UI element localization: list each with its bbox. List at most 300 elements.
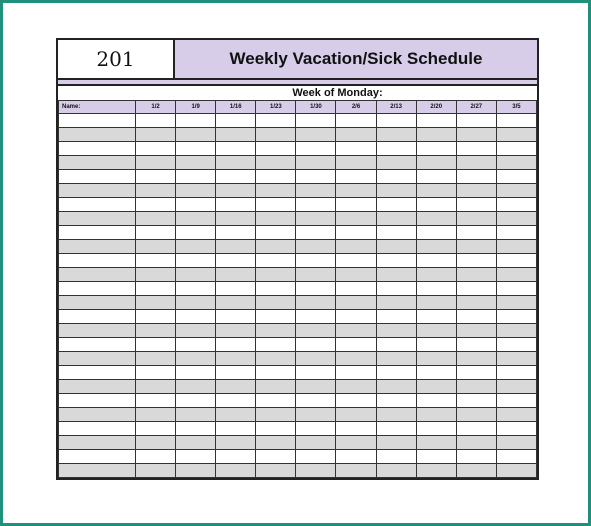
schedule-cell[interactable] (336, 240, 376, 254)
schedule-cell[interactable] (136, 352, 176, 366)
schedule-cell[interactable] (216, 436, 256, 450)
schedule-cell[interactable] (136, 156, 176, 170)
schedule-cell[interactable] (456, 268, 496, 282)
schedule-cell[interactable] (456, 142, 496, 156)
schedule-cell[interactable] (376, 310, 416, 324)
schedule-cell[interactable] (376, 296, 416, 310)
name-cell[interactable] (59, 310, 136, 324)
schedule-cell[interactable] (336, 310, 376, 324)
schedule-cell[interactable] (256, 226, 296, 240)
schedule-cell[interactable] (496, 380, 536, 394)
schedule-cell[interactable] (176, 296, 216, 310)
schedule-cell[interactable] (496, 464, 536, 478)
schedule-cell[interactable] (496, 310, 536, 324)
schedule-cell[interactable] (296, 198, 336, 212)
schedule-cell[interactable] (176, 380, 216, 394)
schedule-cell[interactable] (136, 366, 176, 380)
schedule-cell[interactable] (496, 352, 536, 366)
schedule-cell[interactable] (416, 268, 456, 282)
schedule-cell[interactable] (176, 408, 216, 422)
schedule-cell[interactable] (136, 212, 176, 226)
schedule-cell[interactable] (416, 338, 456, 352)
schedule-cell[interactable] (456, 380, 496, 394)
name-cell[interactable] (59, 324, 136, 338)
schedule-cell[interactable] (136, 128, 176, 142)
schedule-cell[interactable] (136, 198, 176, 212)
schedule-cell[interactable] (296, 338, 336, 352)
table-row (59, 408, 537, 422)
schedule-cell[interactable] (216, 324, 256, 338)
schedule-cell[interactable] (176, 114, 216, 128)
schedule-cell[interactable] (376, 366, 416, 380)
schedule-cell[interactable] (336, 114, 376, 128)
schedule-cell[interactable] (216, 226, 256, 240)
schedule-cell[interactable] (296, 254, 336, 268)
schedule-cell[interactable] (216, 240, 256, 254)
schedule-cell[interactable] (336, 226, 376, 240)
schedule-cell[interactable] (496, 408, 536, 422)
schedule-cell[interactable] (376, 198, 416, 212)
schedule-cell[interactable] (176, 184, 216, 198)
name-cell[interactable] (59, 408, 136, 422)
schedule-cell[interactable] (376, 436, 416, 450)
schedule-cell[interactable] (416, 184, 456, 198)
schedule-cell[interactable] (496, 338, 536, 352)
schedule-cell[interactable] (376, 380, 416, 394)
schedule-cell[interactable] (496, 436, 536, 450)
schedule-cell[interactable] (136, 240, 176, 254)
schedule-cell[interactable] (136, 310, 176, 324)
schedule-cell[interactable] (376, 394, 416, 408)
schedule-cell[interactable] (136, 170, 176, 184)
schedule-cell[interactable] (376, 254, 416, 268)
name-cell[interactable] (59, 464, 136, 478)
name-cell[interactable] (59, 254, 136, 268)
schedule-cell[interactable] (376, 226, 416, 240)
schedule-cell[interactable] (216, 254, 256, 268)
schedule-cell[interactable] (496, 128, 536, 142)
schedule-cell[interactable] (256, 268, 296, 282)
schedule-cell[interactable] (176, 422, 216, 436)
schedule-cell[interactable] (216, 394, 256, 408)
schedule-cell[interactable] (496, 114, 536, 128)
schedule-cell[interactable] (336, 338, 376, 352)
schedule-cell[interactable] (136, 268, 176, 282)
schedule-cell[interactable] (456, 240, 496, 254)
name-cell[interactable] (59, 394, 136, 408)
name-cell[interactable] (59, 422, 136, 436)
schedule-cell[interactable] (296, 380, 336, 394)
schedule-cell[interactable] (376, 422, 416, 436)
schedule-cell[interactable] (296, 114, 336, 128)
schedule-cell[interactable] (296, 128, 336, 142)
schedule-cell[interactable] (376, 450, 416, 464)
schedule-cell[interactable] (336, 464, 376, 478)
table-row (59, 436, 537, 450)
schedule-cell[interactable] (376, 156, 416, 170)
schedule-cell[interactable] (296, 142, 336, 156)
name-cell[interactable] (59, 338, 136, 352)
schedule-cell[interactable] (296, 156, 336, 170)
schedule-cell[interactable] (136, 408, 176, 422)
name-cell[interactable] (59, 282, 136, 296)
schedule-cell[interactable] (376, 282, 416, 296)
schedule-cell[interactable] (216, 282, 256, 296)
schedule-cell[interactable] (336, 352, 376, 366)
schedule-cell[interactable] (456, 170, 496, 184)
schedule-cell[interactable] (296, 310, 336, 324)
schedule-cell[interactable] (496, 324, 536, 338)
schedule-cell[interactable] (456, 184, 496, 198)
schedule-cell[interactable] (496, 450, 536, 464)
schedule-cell[interactable] (216, 380, 256, 394)
week-column-header: 3/5 (496, 101, 536, 114)
schedule-cell[interactable] (336, 282, 376, 296)
year-field[interactable]: 201 (58, 40, 175, 78)
schedule-cell[interactable] (256, 128, 296, 142)
schedule-cell[interactable] (376, 352, 416, 366)
schedule-cell[interactable] (256, 156, 296, 170)
schedule-cell[interactable] (496, 268, 536, 282)
schedule-cell[interactable] (216, 408, 256, 422)
schedule-cell[interactable] (336, 450, 376, 464)
schedule-cell[interactable] (376, 114, 416, 128)
name-cell[interactable] (59, 114, 136, 128)
schedule-cell[interactable] (416, 170, 456, 184)
schedule-cell[interactable] (256, 338, 296, 352)
schedule-cell[interactable] (176, 310, 216, 324)
schedule-cell[interactable] (496, 212, 536, 226)
schedule-cell[interactable] (256, 394, 296, 408)
schedule-cell[interactable] (376, 464, 416, 478)
schedule-cell[interactable] (256, 380, 296, 394)
schedule-cell[interactable] (296, 240, 336, 254)
week-column-header: 1/23 (256, 101, 296, 114)
schedule-cell[interactable] (416, 198, 456, 212)
schedule-cell[interactable] (176, 212, 216, 226)
schedule-cell[interactable] (176, 324, 216, 338)
schedule-cell[interactable] (136, 450, 176, 464)
schedule-cell[interactable] (176, 240, 216, 254)
schedule-cell[interactable] (496, 394, 536, 408)
schedule-cell[interactable] (136, 142, 176, 156)
schedule-cell[interactable] (416, 352, 456, 366)
table-row (59, 254, 537, 268)
name-cell[interactable] (59, 142, 136, 156)
schedule-cell[interactable] (296, 394, 336, 408)
schedule-cell[interactable] (496, 422, 536, 436)
schedule-cell[interactable] (376, 212, 416, 226)
schedule-cell[interactable] (336, 212, 376, 226)
schedule-cell[interactable] (336, 422, 376, 436)
schedule-cell[interactable] (216, 268, 256, 282)
schedule-cell[interactable] (216, 338, 256, 352)
schedule-cell[interactable] (496, 282, 536, 296)
schedule-cell[interactable] (296, 422, 336, 436)
schedule-cell[interactable] (456, 324, 496, 338)
schedule-cell[interactable] (456, 436, 496, 450)
schedule-cell[interactable] (416, 282, 456, 296)
schedule-cell[interactable] (256, 296, 296, 310)
name-cell[interactable] (59, 128, 136, 142)
schedule-cell[interactable] (176, 338, 216, 352)
name-cell[interactable] (59, 268, 136, 282)
schedule-cell[interactable] (176, 156, 216, 170)
schedule-cell[interactable] (136, 324, 176, 338)
schedule-cell[interactable] (496, 142, 536, 156)
schedule-cell[interactable] (216, 310, 256, 324)
schedule-cell[interactable] (456, 212, 496, 226)
schedule-cell[interactable] (256, 436, 296, 450)
schedule-cell[interactable] (376, 184, 416, 198)
schedule-cell[interactable] (136, 282, 176, 296)
schedule-cell[interactable] (176, 352, 216, 366)
schedule-cell[interactable] (256, 240, 296, 254)
schedule-cell[interactable] (496, 296, 536, 310)
schedule-cell[interactable] (256, 352, 296, 366)
schedule-cell[interactable] (256, 114, 296, 128)
schedule-cell[interactable] (336, 128, 376, 142)
schedule-cell[interactable] (376, 142, 416, 156)
schedule-cell[interactable] (496, 198, 536, 212)
schedule-cell[interactable] (376, 338, 416, 352)
schedule-cell[interactable] (136, 296, 176, 310)
week-column-header: 1/16 (216, 101, 256, 114)
schedule-cell[interactable] (216, 184, 256, 198)
schedule-cell[interactable] (136, 184, 176, 198)
schedule-cell[interactable] (416, 128, 456, 142)
schedule-cell[interactable] (456, 198, 496, 212)
name-cell[interactable] (59, 156, 136, 170)
schedule-cell[interactable] (136, 114, 176, 128)
table-row (59, 338, 537, 352)
name-cell[interactable] (59, 184, 136, 198)
schedule-cell[interactable] (136, 394, 176, 408)
table-row (59, 142, 537, 156)
schedule-cell[interactable] (296, 170, 336, 184)
schedule-cell[interactable] (496, 170, 536, 184)
schedule-cell[interactable] (256, 212, 296, 226)
table-row (59, 450, 537, 464)
schedule-cell[interactable] (336, 296, 376, 310)
schedule-cell[interactable] (176, 128, 216, 142)
schedule-cell[interactable] (336, 198, 376, 212)
schedule-cell[interactable] (496, 240, 536, 254)
schedule-cell[interactable] (456, 156, 496, 170)
name-cell[interactable] (59, 296, 136, 310)
schedule-cell[interactable] (216, 296, 256, 310)
schedule-cell[interactable] (136, 254, 176, 268)
schedule-cell[interactable] (456, 310, 496, 324)
schedule-cell[interactable] (216, 450, 256, 464)
name-cell[interactable] (59, 366, 136, 380)
schedule-cell[interactable] (256, 254, 296, 268)
schedule-cell[interactable] (216, 198, 256, 212)
schedule-sheet (56, 38, 539, 480)
schedule-cell[interactable] (256, 170, 296, 184)
schedule-cell[interactable] (416, 450, 456, 464)
name-cell[interactable] (59, 436, 136, 450)
schedule-cell[interactable] (336, 268, 376, 282)
name-cell[interactable] (59, 212, 136, 226)
name-cell[interactable] (59, 170, 136, 184)
schedule-cell[interactable] (456, 114, 496, 128)
schedule-cell[interactable] (296, 450, 336, 464)
schedule-cell[interactable] (416, 408, 456, 422)
schedule-cell[interactable] (136, 338, 176, 352)
schedule-cell[interactable] (416, 324, 456, 338)
week-row-spacer (58, 86, 138, 100)
schedule-cell[interactable] (416, 156, 456, 170)
schedule-cell[interactable] (256, 366, 296, 380)
schedule-cell[interactable] (496, 226, 536, 240)
schedule-cell[interactable] (136, 464, 176, 478)
schedule-cell[interactable] (256, 464, 296, 478)
schedule-cell[interactable] (456, 422, 496, 436)
schedule-cell[interactable] (136, 380, 176, 394)
schedule-cell[interactable] (416, 240, 456, 254)
schedule-cell[interactable] (216, 366, 256, 380)
schedule-cell[interactable] (376, 240, 416, 254)
schedule-cell[interactable] (336, 170, 376, 184)
schedule-cell[interactable] (456, 296, 496, 310)
schedule-cell[interactable] (496, 366, 536, 380)
schedule-cell[interactable] (176, 142, 216, 156)
name-cell[interactable] (59, 226, 136, 240)
schedule-cell[interactable] (136, 226, 176, 240)
schedule-cell[interactable] (456, 394, 496, 408)
schedule-cell[interactable] (336, 142, 376, 156)
schedule-cell[interactable] (336, 408, 376, 422)
schedule-cell[interactable] (176, 254, 216, 268)
schedule-cell[interactable] (176, 464, 216, 478)
schedule-cell[interactable] (336, 366, 376, 380)
name-cell[interactable] (59, 450, 136, 464)
schedule-cell[interactable] (216, 422, 256, 436)
schedule-cell[interactable] (256, 282, 296, 296)
schedule-cell[interactable] (336, 436, 376, 450)
schedule-cell[interactable] (336, 380, 376, 394)
schedule-cell[interactable] (296, 296, 336, 310)
schedule-cell[interactable] (216, 128, 256, 142)
schedule-cell[interactable] (456, 254, 496, 268)
schedule-cell[interactable] (456, 464, 496, 478)
schedule-cell[interactable] (176, 170, 216, 184)
name-cell[interactable] (59, 198, 136, 212)
schedule-cell[interactable] (416, 142, 456, 156)
schedule-cell[interactable] (216, 464, 256, 478)
schedule-cell[interactable] (336, 254, 376, 268)
schedule-cell[interactable] (176, 226, 216, 240)
schedule-cell[interactable] (136, 422, 176, 436)
schedule-cell[interactable] (376, 268, 416, 282)
schedule-cell[interactable] (376, 128, 416, 142)
name-cell[interactable] (59, 380, 136, 394)
schedule-cell[interactable] (296, 184, 336, 198)
schedule-cell[interactable] (456, 352, 496, 366)
schedule-cell[interactable] (416, 212, 456, 226)
schedule-cell[interactable] (176, 282, 216, 296)
schedule-cell[interactable] (176, 198, 216, 212)
schedule-cell[interactable] (376, 324, 416, 338)
schedule-cell[interactable] (496, 156, 536, 170)
schedule-cell[interactable] (216, 352, 256, 366)
schedule-cell[interactable] (336, 184, 376, 198)
schedule-cell[interactable] (176, 394, 216, 408)
schedule-cell[interactable] (176, 366, 216, 380)
schedule-cell[interactable] (456, 338, 496, 352)
schedule-cell[interactable] (416, 114, 456, 128)
name-cell[interactable] (59, 352, 136, 366)
schedule-cell[interactable] (456, 128, 496, 142)
schedule-cell[interactable] (296, 366, 336, 380)
schedule-cell[interactable] (296, 226, 336, 240)
schedule-cell[interactable] (496, 254, 536, 268)
schedule-cell[interactable] (416, 254, 456, 268)
schedule-cell[interactable] (256, 408, 296, 422)
schedule-cell[interactable] (216, 156, 256, 170)
schedule-cell[interactable] (376, 408, 416, 422)
schedule-cell[interactable] (456, 282, 496, 296)
schedule-cell[interactable] (296, 212, 336, 226)
schedule-cell[interactable] (496, 184, 536, 198)
schedule-cell[interactable] (256, 198, 296, 212)
schedule-cell[interactable] (136, 436, 176, 450)
schedule-cell[interactable] (296, 408, 336, 422)
schedule-cell[interactable] (176, 268, 216, 282)
schedule-cell[interactable] (216, 212, 256, 226)
schedule-cell[interactable] (416, 310, 456, 324)
schedule-cell[interactable] (416, 436, 456, 450)
schedule-cell[interactable] (256, 142, 296, 156)
schedule-cell[interactable] (456, 408, 496, 422)
schedule-cell[interactable] (336, 156, 376, 170)
schedule-cell[interactable] (216, 170, 256, 184)
schedule-cell[interactable] (256, 422, 296, 436)
schedule-cell[interactable] (176, 450, 216, 464)
schedule-cell[interactable] (296, 436, 336, 450)
schedule-cell[interactable] (416, 464, 456, 478)
schedule-cell[interactable] (296, 464, 336, 478)
schedule-cell[interactable] (256, 310, 296, 324)
schedule-cell[interactable] (416, 380, 456, 394)
name-cell[interactable] (59, 240, 136, 254)
schedule-cell[interactable] (336, 394, 376, 408)
schedule-cell[interactable] (456, 366, 496, 380)
schedule-cell[interactable] (296, 282, 336, 296)
schedule-cell[interactable] (296, 324, 336, 338)
schedule-cell[interactable] (296, 268, 336, 282)
schedule-cell[interactable] (176, 436, 216, 450)
schedule-cell[interactable] (296, 352, 336, 366)
table-row (59, 464, 537, 478)
schedule-cell[interactable] (216, 142, 256, 156)
schedule-cell[interactable] (416, 296, 456, 310)
schedule-cell[interactable] (416, 366, 456, 380)
schedule-cell[interactable] (256, 324, 296, 338)
schedule-cell[interactable] (336, 324, 376, 338)
schedule-cell[interactable] (256, 450, 296, 464)
table-row (59, 310, 537, 324)
schedule-cell[interactable] (256, 184, 296, 198)
schedule-cell[interactable] (456, 226, 496, 240)
schedule-cell[interactable] (416, 394, 456, 408)
schedule-cell[interactable] (416, 226, 456, 240)
schedule-cell[interactable] (376, 170, 416, 184)
schedule-cell[interactable] (416, 422, 456, 436)
schedule-cell[interactable] (216, 114, 256, 128)
schedule-cell[interactable] (456, 450, 496, 464)
